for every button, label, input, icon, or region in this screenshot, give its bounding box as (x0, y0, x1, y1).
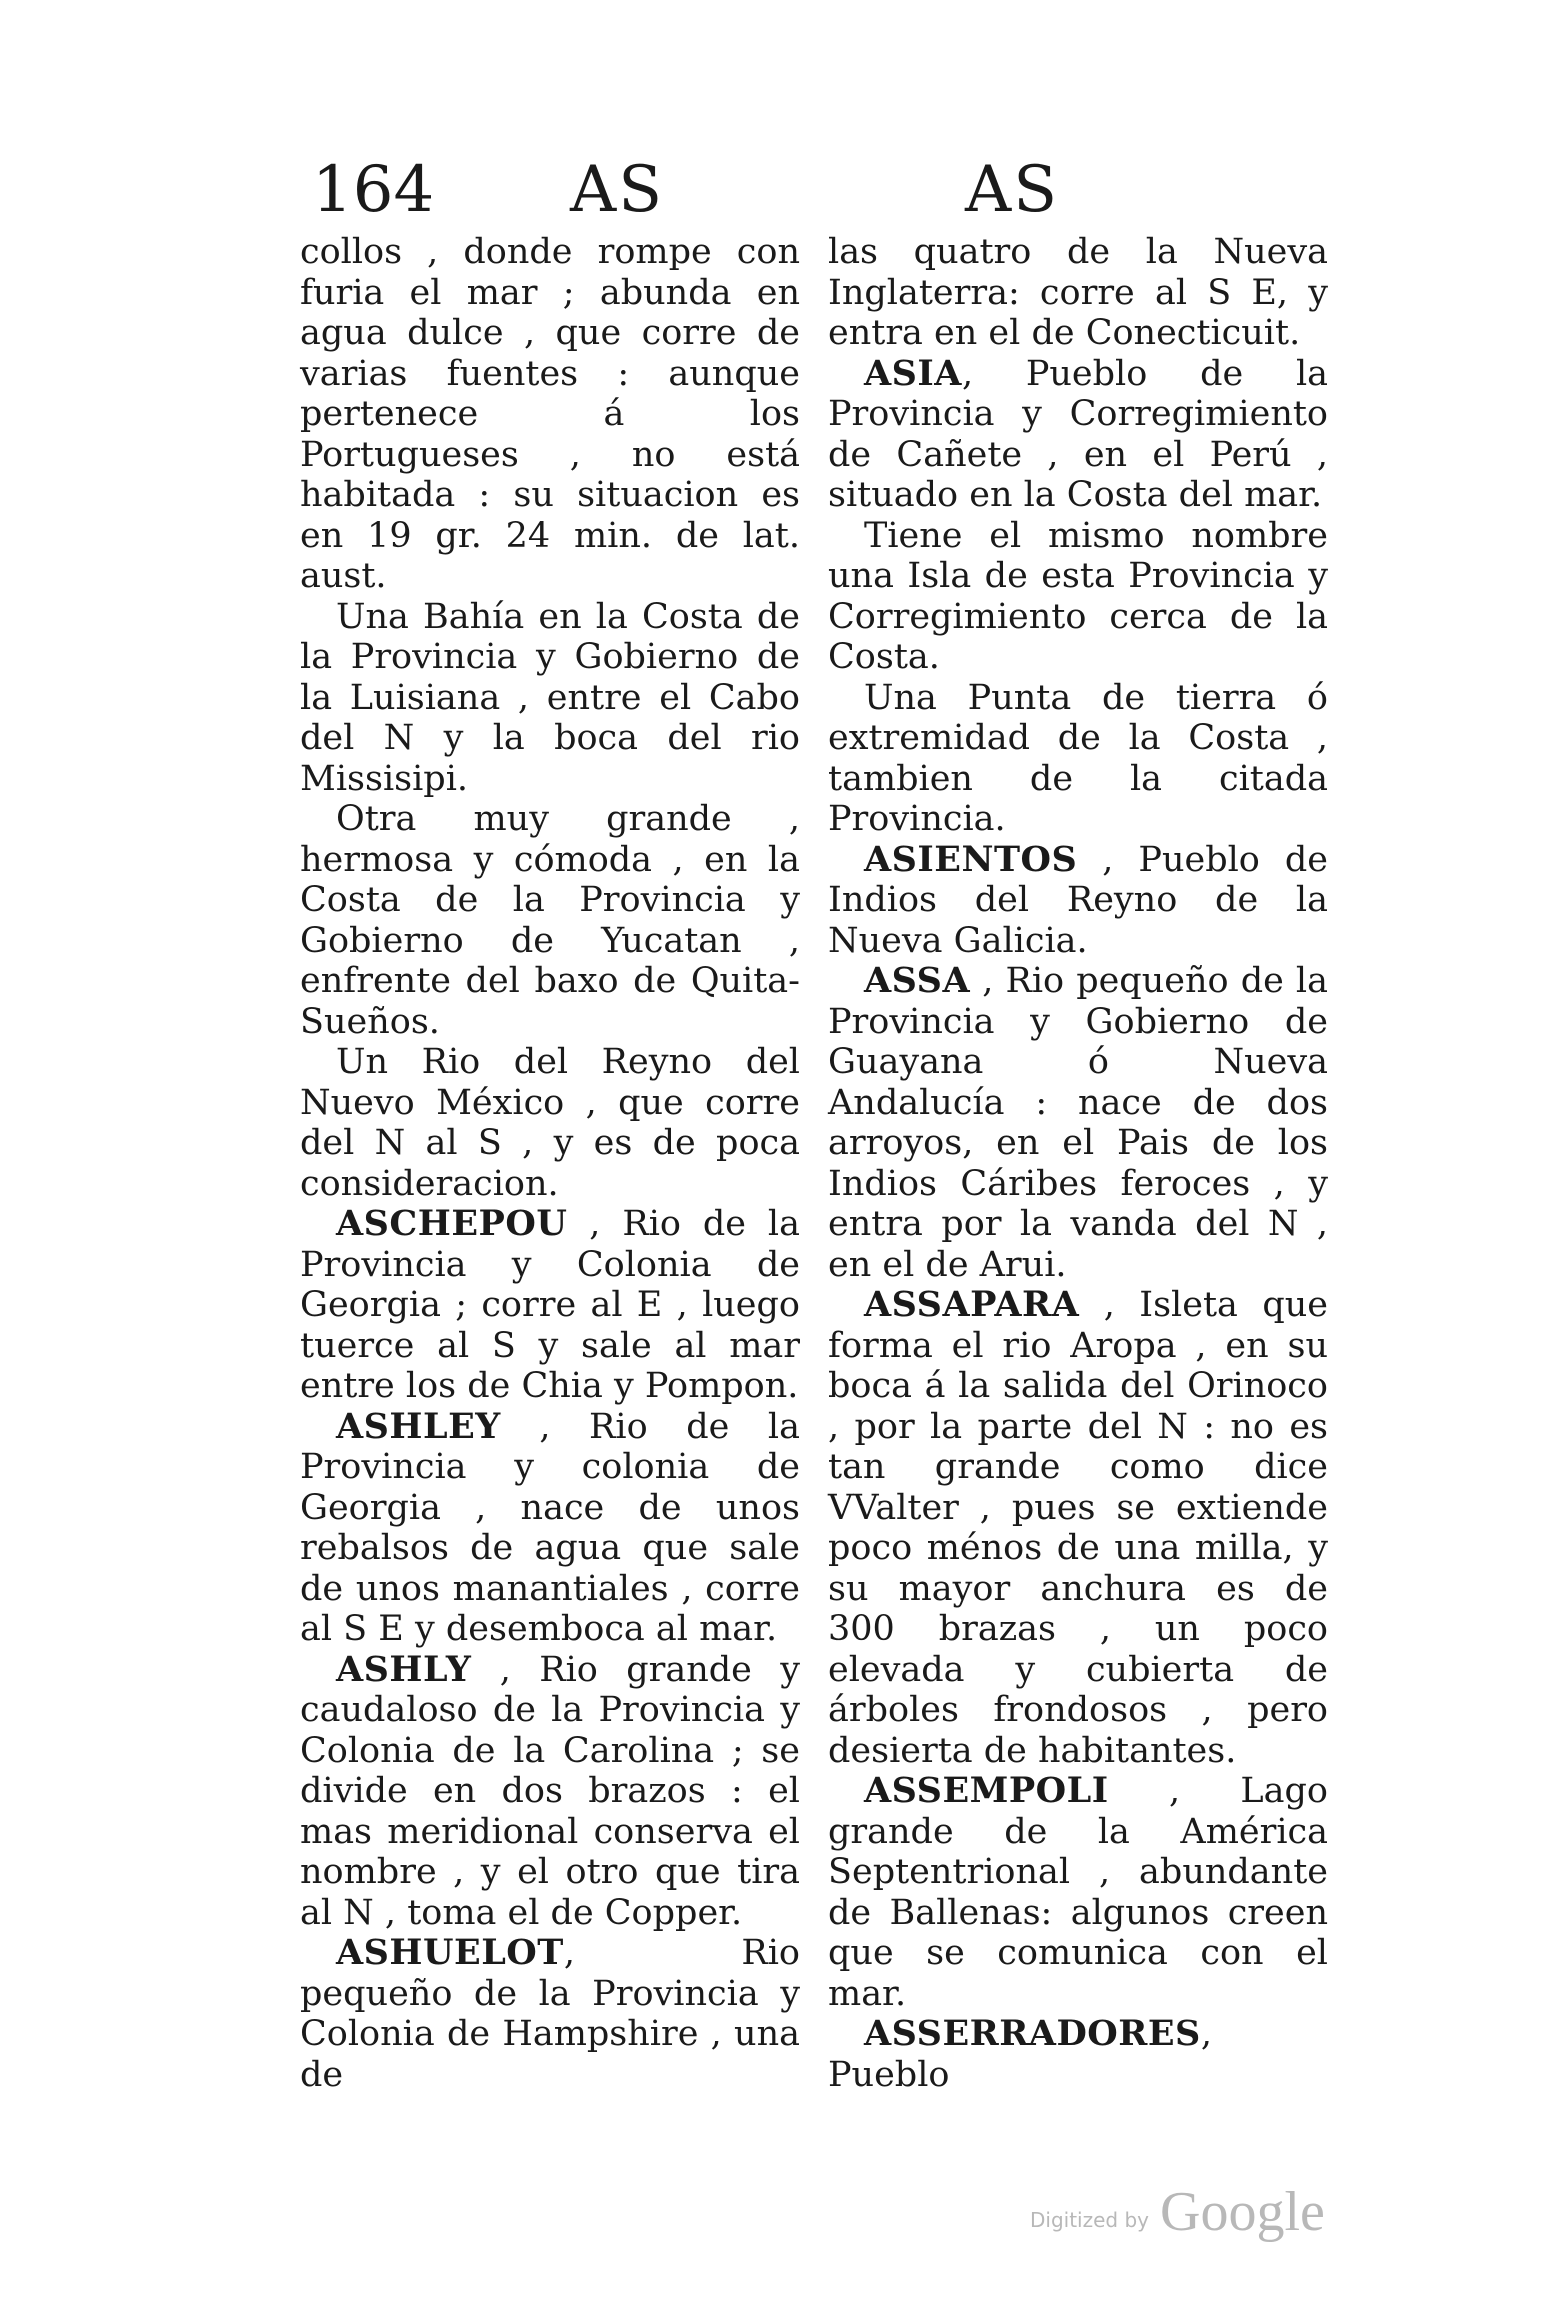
entry-headword: ASHLY (336, 1648, 472, 1690)
entry-text: , Isleta que forma el rio Aropa , en su boca á la salida del Orinoco , por la parte del N : no es tan grande como dice VValter , pues se extiende poco ménos de una milla, y su mayor anchura es de 300 brazas , un poco elevada y cubierta de árboles frondosos , pero desierta de habitantes. (828, 1285, 1328, 1771)
entry-text: , Lago grande de la América Septentrional , abundante de Ballenas: algunos creen que se comunica con el mar. (828, 1771, 1328, 2014)
entry-text: , Rio pequeño de la Provincia y Colonia de Hampshire , una de (300, 1933, 800, 2095)
entry-headword: ASIENTOS (864, 838, 1078, 880)
entry-text: las quatro de la Nueva Inglaterra: corre al S E, y entra en el de Conecticuit. (828, 232, 1328, 353)
entry-paragraph (300, 799, 800, 1042)
entry-paragraph (828, 840, 1328, 962)
entry-paragraph (300, 1042, 800, 1204)
entry-text: , Rio pequeño de la Provincia y Gobierno de Guayana ó Nueva Andalucía : nace de dos arroyos, en el Pais de los Indios Cáribes feroces , y entra por la vanda del N , en el de Arui. (828, 961, 1328, 1285)
digitized-by-google-watermark (1030, 2180, 1350, 2244)
entry-text: , Pueblo (828, 2014, 1212, 2095)
entry-paragraph (300, 597, 800, 800)
entry-paragraph (300, 1204, 800, 1407)
entry-headword: ASHUELOT (336, 1932, 564, 1973)
entry-headword: ASSEMPOLI (864, 1770, 1109, 1811)
entry-headword: ASIA (864, 352, 962, 394)
running-head-right: AS (965, 153, 1060, 227)
entry-paragraph (828, 1285, 1328, 1771)
entry-paragraph (300, 1933, 800, 2095)
entry-text: Una Bahía en la Costa de la Provincia y Gobierno de la Luisiana , entre el Cabo del N y la boca del rio Missisipi. (300, 596, 800, 799)
entry-paragraph (828, 678, 1328, 840)
page-number: 164 (312, 153, 435, 227)
entry-text: , Rio de la Provincia y Colonia de Georgia ; corre al E , luego tuerce al S y sale al mar entre los de Chia y Pompon. (300, 1204, 800, 1406)
entry-paragraph (300, 1407, 800, 1650)
entry-headword: ASHLEY (336, 1405, 501, 1447)
entry-text: Tiene el mismo nombre una Isla de esta Provincia y Corregimiento cerca de la Costa. (828, 515, 1328, 677)
entry-paragraph (300, 232, 800, 597)
entry-paragraph (828, 516, 1328, 678)
watermark-prefix: Digitized by (1030, 2208, 1149, 2232)
entry-text: collos , donde rompe con furia el mar ; abunda en agua dulce , que corre de varias fuentes : aunque pertenece á los Portugueses , no está habitada : su situacion es en 19 gr. 24 min. de lat. aust. (300, 232, 800, 596)
entry-paragraph (828, 1771, 1328, 2014)
entry-text: Una Punta de tierra ó extremidad de la Costa , tambien de la citada Provincia. (828, 677, 1328, 839)
entry-text: , Rio grande y caudaloso de la Provincia y Colonia de la Carolina ; se divide en dos brazos : el mas meridional conserva el nombre , y el otro que tira al N , toma el de Copper. (300, 1649, 800, 1933)
entry-headword: ASSAPARA (864, 1284, 1080, 1325)
watermark-logo: Google (1160, 2181, 1325, 2243)
entry-paragraph (828, 354, 1328, 516)
entry-text: , Pueblo de Indios del Reyno de la Nueva Galicia. (828, 839, 1328, 961)
right-column (828, 232, 1328, 2095)
page-header (0, 150, 1551, 230)
running-head-left: AS (570, 153, 665, 227)
entry-headword: ASCHEPOU (336, 1203, 568, 1244)
left-column (300, 232, 800, 2095)
entry-text: , Pueblo de la Provincia y Corregimiento de Cañete , en el Perú , situado en la Costa del mar. (828, 353, 1328, 515)
entry-paragraph (300, 1650, 800, 1934)
entry-paragraph (828, 2014, 1328, 2095)
entry-text: Otra muy grande , hermosa y cómoda , en la Costa de la Provincia y Gobierno de Yucatan , enfrente del baxo de Quita-Sueños. (300, 799, 800, 1042)
entry-headword: ASSERRADORES (864, 2013, 1201, 2054)
entry-text: Un Rio del Reyno del Nuevo México , que corre del N al S , y es de poca consideracion. (300, 1042, 800, 1204)
entry-text: , Rio de la Provincia y colonia de Georgia , nace de unos rebalsos de agua que sale de unos manantiales , corre al S E y desemboca al mar. (300, 1406, 800, 1649)
entry-paragraph (828, 961, 1328, 1285)
entry-paragraph (828, 232, 1328, 354)
entry-headword: ASSA (864, 960, 971, 1001)
